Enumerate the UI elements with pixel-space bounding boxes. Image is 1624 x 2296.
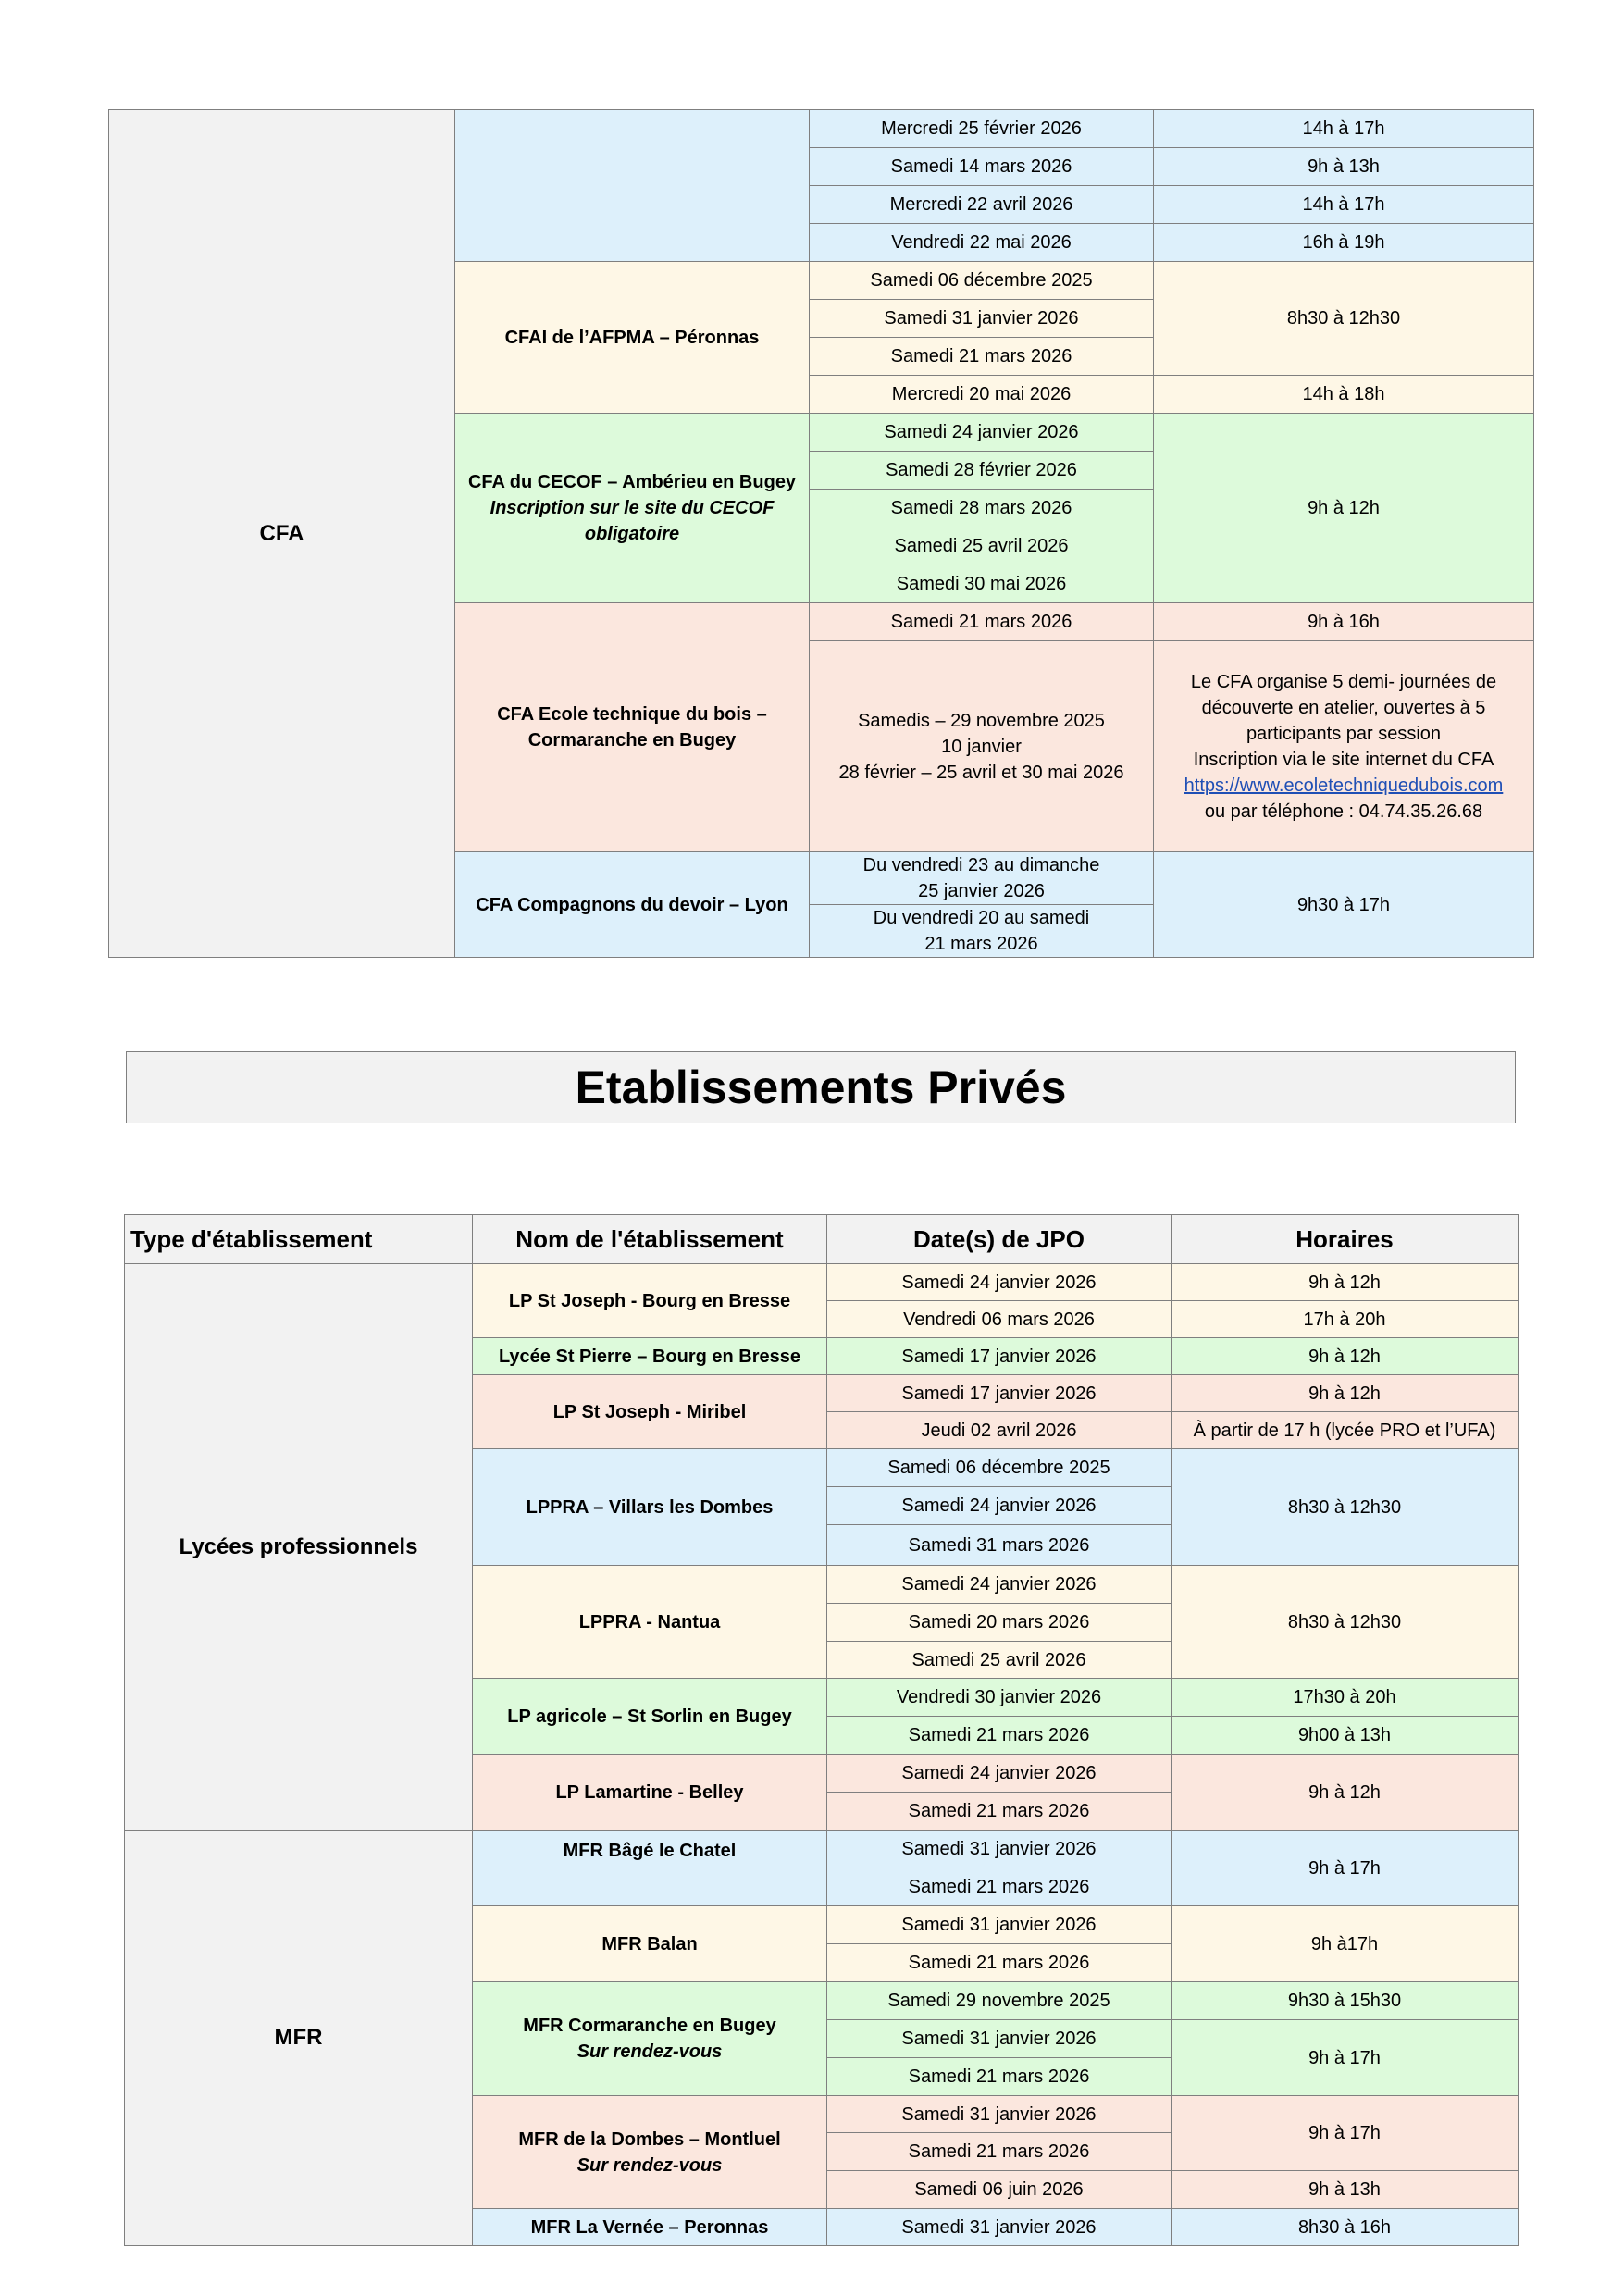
date-cell: Samedi 29 novembre 2025 (827, 1982, 1172, 2020)
hours-cell: 9h à 12h (1172, 1338, 1519, 1375)
website-link[interactable]: https://www.ecoletechniquedubois.com (1184, 775, 1504, 796)
hours-cell: 8h30 à 12h30 (1154, 262, 1534, 376)
date-cell: Samedi 20 mars 2026 (827, 1604, 1172, 1642)
date-cell-multi (810, 905, 1154, 958)
hours-cell: 9h à 17h (1172, 1831, 1519, 1906)
hours-cell: 9h30 à 15h30 (1172, 1982, 1519, 2020)
date-line: Samedis – 29 novembre 2025 (858, 710, 1105, 731)
date-line: 28 février – 25 avril et 30 mai 2026 (838, 762, 1124, 783)
date-cell: Samedi 06 décembre 2025 (827, 1449, 1172, 1487)
hours-cell: 9h à 12h (1172, 1755, 1519, 1831)
name-cell-empty (455, 110, 810, 262)
date-cell: Mercredi 22 avril 2026 (810, 186, 1154, 224)
date-line: 25 janvier 2026 (918, 881, 1045, 901)
name-cell: MFR La Vernée – Peronnas (473, 2209, 827, 2246)
name-cell: LP St Joseph - Bourg en Bresse (473, 1264, 827, 1338)
header-dates: Date(s) de JPO (827, 1215, 1172, 1264)
establishment-note: Sur rendez-vous (576, 2042, 723, 2062)
date-cell: Samedi 21 mars 2026 (827, 2058, 1172, 2096)
date-cell: Samedi 21 mars 2026 (810, 603, 1154, 641)
section-title: Etablissements Privés (126, 1051, 1516, 1123)
hours-cell: 9h à17h (1172, 1906, 1519, 1982)
date-line: Du vendredi 23 au dimanche (862, 855, 1100, 875)
hours-cell: 9h à 16h (1154, 603, 1534, 641)
info-line: participants par session (1246, 723, 1442, 744)
hours-cell: 16h à 19h (1154, 224, 1534, 262)
hours-cell: 9h à 13h (1172, 2171, 1519, 2209)
date-cell: Jeudi 02 avril 2026 (827, 1412, 1172, 1449)
type-cell-mfr: MFR (125, 1831, 473, 2246)
establishment-name: MFR de la Dombes – Montluel (518, 2128, 781, 2150)
hours-cell: 9h à 12h (1172, 1375, 1519, 1412)
date-cell: Vendredi 22 mai 2026 (810, 224, 1154, 262)
cfa-table (108, 109, 1534, 958)
name-cell: Lycée St Pierre – Bourg en Bresse (473, 1338, 827, 1375)
hours-cell: 9h à 17h (1172, 2096, 1519, 2171)
date-cell-multi (810, 852, 1154, 905)
date-cell: Samedi 06 juin 2026 (827, 2171, 1172, 2209)
date-cell: Samedi 28 mars 2026 (810, 490, 1154, 527)
date-cell: Samedi 24 janvier 2026 (810, 414, 1154, 452)
date-cell: Samedi 24 janvier 2026 (827, 1264, 1172, 1301)
date-cell: Samedi 21 mars 2026 (810, 338, 1154, 376)
hours-cell: 14h à 17h (1154, 186, 1534, 224)
date-cell: Samedi 31 janvier 2026 (827, 2096, 1172, 2133)
hours-cell: 17h30 à 20h (1172, 1679, 1519, 1717)
type-cell-lycees: Lycées professionnels (125, 1264, 473, 1831)
name-cell: MFR Balan (473, 1906, 827, 1982)
name-cell-ecole-bois (455, 603, 810, 852)
hours-cell: À partir de 17 h (lycée PRO et l’UFA) (1172, 1412, 1519, 1449)
info-line: ou par téléphone : 04.74.35.26.68 (1204, 800, 1483, 822)
establishment-name: CFA du CECOF – Ambérieu en Bugey (467, 472, 797, 492)
info-line: découverte en atelier, ouvertes à 5 (1201, 697, 1486, 718)
date-cell: Samedi 14 mars 2026 (810, 148, 1154, 186)
date-cell: Vendredi 06 mars 2026 (827, 1301, 1172, 1338)
name-cell: LP St Joseph - Miribel (473, 1375, 827, 1449)
establishment-note: Sur rendez-vous (576, 2154, 723, 2176)
hours-cell: 9h00 à 13h (1172, 1717, 1519, 1755)
date-cell: Samedi 31 janvier 2026 (827, 2209, 1172, 2246)
establishment-name: MFR Cormaranche en Bugey (523, 2016, 776, 2036)
date-cell: Samedi 31 janvier 2026 (810, 300, 1154, 338)
date-cell: Mercredi 20 mai 2026 (810, 376, 1154, 414)
hours-cell: 9h30 à 17h (1154, 852, 1534, 958)
date-cell: Samedi 21 mars 2026 (827, 1868, 1172, 1906)
info-line: Inscription via le site internet du CFA (1193, 749, 1494, 770)
name-cell: LPPRA – Villars les Dombes (473, 1449, 827, 1566)
hours-cell: 9h à 13h (1154, 148, 1534, 186)
hours-cell: 9h à 12h (1172, 1264, 1519, 1301)
establishment-note: Inscription sur le site du CECOF obligatoire (490, 498, 775, 544)
name-cell-afpma: CFAI de l’AFPMA – Péronnas (455, 262, 810, 414)
header-hours: Horaires (1172, 1215, 1519, 1264)
header-type: Type d'établissement (125, 1215, 473, 1264)
date-cell: Samedi 17 janvier 2026 (827, 1375, 1172, 1412)
name-cell: LP agricole – St Sorlin en Bugey (473, 1679, 827, 1755)
hours-cell: 17h à 20h (1172, 1301, 1519, 1338)
hours-cell: 14h à 18h (1154, 376, 1534, 414)
name-cell (473, 2096, 827, 2209)
name-cell-cecof (455, 414, 810, 603)
prives-table (124, 1214, 1519, 2246)
date-cell: Samedi 28 février 2026 (810, 452, 1154, 490)
date-line: 21 mars 2026 (924, 934, 1038, 954)
hours-cell: 14h à 17h (1154, 110, 1534, 148)
date-cell-multi (810, 641, 1154, 852)
date-cell: Samedi 21 mars 2026 (827, 2133, 1172, 2171)
type-cell-cfa: CFA (109, 110, 455, 958)
name-cell: LPPRA - Nantua (473, 1566, 827, 1679)
date-cell: Samedi 21 mars 2026 (827, 1717, 1172, 1755)
date-cell: Samedi 17 janvier 2026 (827, 1338, 1172, 1375)
date-cell: Vendredi 30 janvier 2026 (827, 1679, 1172, 1717)
hours-cell: 8h30 à 12h30 (1172, 1566, 1519, 1679)
name-cell (473, 1982, 827, 2096)
hours-cell: 9h à 12h (1154, 414, 1534, 603)
header-name: Nom de l'établissement (473, 1215, 827, 1264)
info-line: Le CFA organise 5 demi- journées de (1190, 671, 1497, 692)
date-cell: Samedi 24 janvier 2026 (827, 1487, 1172, 1525)
info-cell (1154, 641, 1534, 852)
date-cell: Samedi 25 avril 2026 (810, 527, 1154, 565)
date-cell: Samedi 31 mars 2026 (827, 1525, 1172, 1566)
establishment-name-line: CFA Ecole technique du bois – (497, 704, 767, 725)
date-cell: Mercredi 25 février 2026 (810, 110, 1154, 148)
date-cell: Samedi 31 janvier 2026 (827, 1906, 1172, 1944)
hours-cell: 8h30 à 12h30 (1172, 1449, 1519, 1566)
date-cell: Samedi 24 janvier 2026 (827, 1566, 1172, 1604)
date-cell: Samedi 24 janvier 2026 (827, 1755, 1172, 1793)
name-cell-compagnons: CFA Compagnons du devoir – Lyon (455, 852, 810, 958)
hours-cell: 9h à 17h (1172, 2020, 1519, 2096)
name-cell: LP Lamartine - Belley (473, 1755, 827, 1831)
date-line: 10 janvier (941, 736, 1022, 757)
name-cell: MFR Bâgé le Chatel (473, 1831, 827, 1906)
date-line: Du vendredi 20 au samedi (873, 908, 1090, 928)
date-cell: Samedi 30 mai 2026 (810, 565, 1154, 603)
date-cell: Samedi 31 janvier 2026 (827, 1831, 1172, 1868)
hours-cell: 8h30 à 16h (1172, 2209, 1519, 2246)
date-cell: Samedi 31 janvier 2026 (827, 2020, 1172, 2058)
establishment-name-line: Cormaranche en Bugey (527, 730, 737, 751)
date-cell: Samedi 25 avril 2026 (827, 1642, 1172, 1679)
date-cell: Samedi 21 mars 2026 (827, 1793, 1172, 1831)
date-cell: Samedi 06 décembre 2025 (810, 262, 1154, 300)
date-cell: Samedi 21 mars 2026 (827, 1944, 1172, 1982)
